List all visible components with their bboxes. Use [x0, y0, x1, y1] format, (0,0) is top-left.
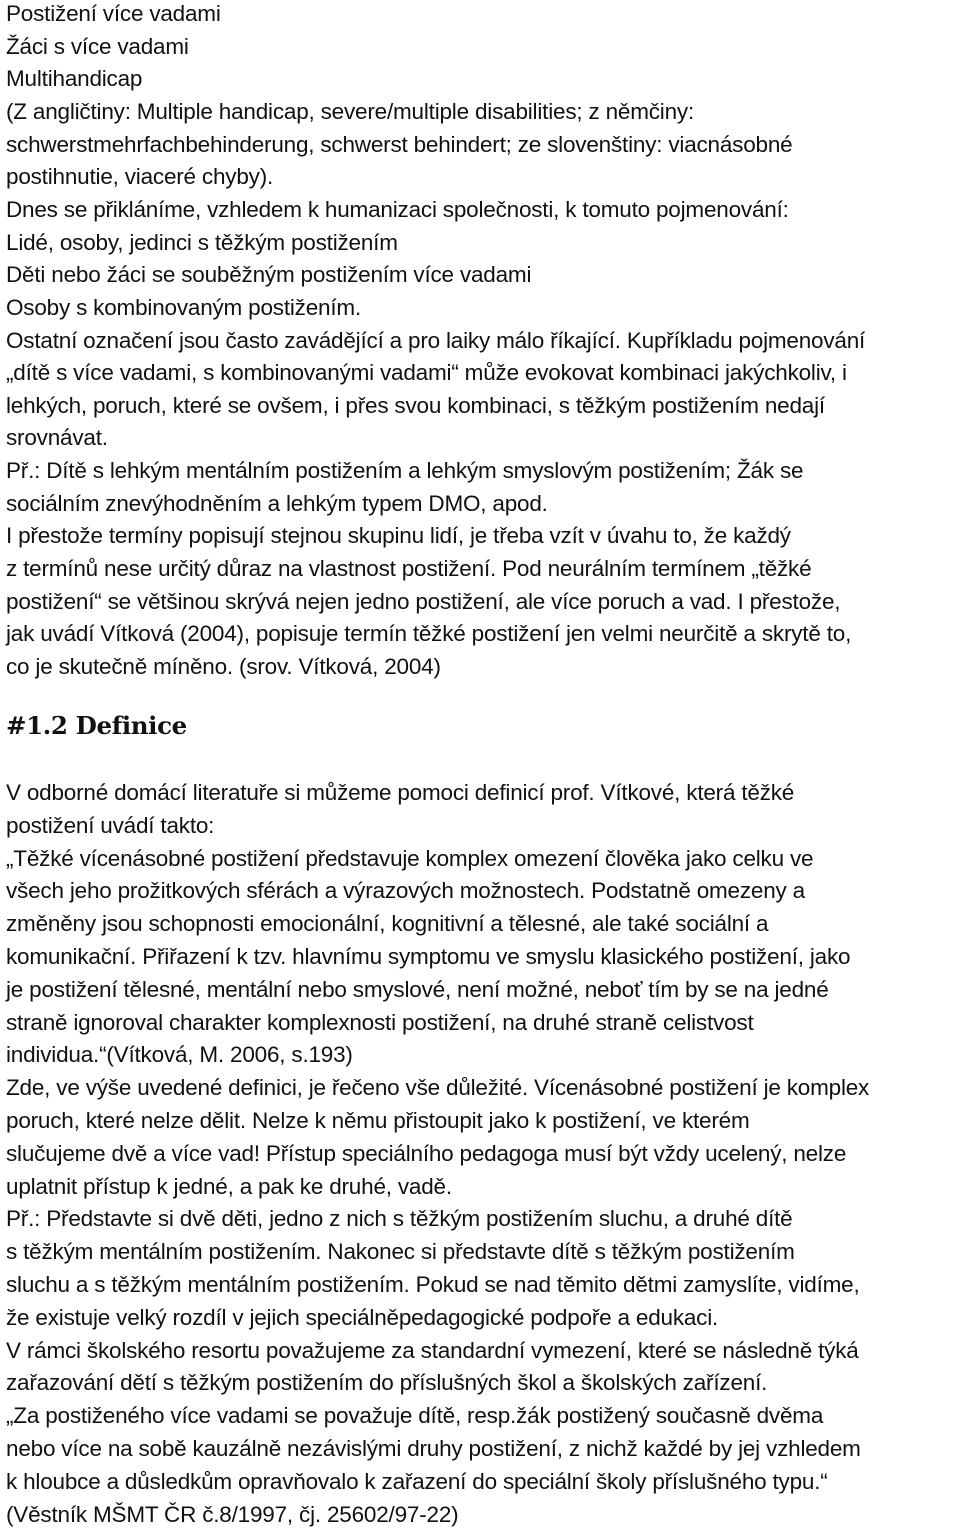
text-line: že existuje velký rozdíl v jejich speciálněpedagogické podpoře a edukaci. [6, 1304, 719, 1330]
text-line: změněny jsou schopnosti emocionální, kognitivní a tělesné, ale také sociální a [6, 911, 769, 937]
text-line: poruch, které nelze dělit. Nelze k němu přistoupit jako k postižení, ve kterém [6, 1108, 750, 1133]
text-line: komunikační. Přiřazení k tzv. hlavnímu symptomu ve smyslu klasického postižení, jako [6, 944, 851, 969]
text-line: schwerstmehrfachbehinderung, schwerst behindert; ze slovenštiny: viacnásobné [6, 131, 793, 157]
text-line: Lidé, osoby, jedinci s těžkým postižením [6, 229, 398, 255]
text-line: Dnes se přikláníme, vzhledem k humanizaci společnosti, k tomuto pojmenování: [6, 196, 789, 222]
text-line: je postižení tělesné, mentální nebo smyslové, není možné, neboť tím by se na jedné [6, 976, 829, 1002]
text-line: všech jeho prožitkových sférách a výrazových možnostech. Podstatně omezeny a [6, 878, 805, 904]
text-line: postihnutie, viaceré chyby). [6, 164, 274, 190]
text-line: lehkých, poruch, které se ovšem, i přes svou kombinaci, s těžkým postižením nedají [6, 392, 825, 418]
text-line: Žáci s více vadami [6, 33, 189, 59]
text-line: z termínů nese určitý důraz na vlastnost postižení. Pod neurálním termínem „těžké [6, 556, 812, 582]
text-line: co je skutečně míněno. (srov. Vítková, 2004) [6, 654, 441, 679]
text-line: Osoby s kombinovaným postižením. [6, 294, 361, 320]
text-line: V rámci školského resortu považujeme za standardní vymezení, které se následně týká [6, 1337, 859, 1363]
text-line: Postižení více vadami [6, 1, 221, 26]
text-line: k hloubce a důsledkům opravňovalo k zařazení do speciální školy příslušného typu.“ [6, 1468, 828, 1494]
text-line: Zde, ve výše uvedené definici, je řečeno vše důležité. Vícenásobné postižení je komplex [6, 1075, 870, 1101]
text-line: postižení“ se většinou skrývá nejen jedno postižení, ale více poruch a vad. I přestože, [6, 588, 841, 614]
text-line: srovnávat. [6, 425, 108, 451]
text-line: V odborné domácí literatuře si můžeme pomoci definicí prof. Vítkové, která těžké [6, 780, 795, 805]
text-line: „dítě s více vadami, s kombinovanými vadami“ může evokovat kombinaci jakýchkoliv, i [6, 360, 847, 386]
text-line: postižení uvádí takto: [6, 812, 215, 838]
text-line: sluchu a s těžkým mentálním postižením. Pokud se nad těmito dětmi zamyslíte, vidíme, [6, 1272, 860, 1297]
text-line: „Za postiženého více vadami se považuje dítě, resp.žák postižený současně dvěma [6, 1403, 824, 1429]
text-line: zařazování dětí s těžkým postižením do příslušných škol a školských zařízení. [6, 1370, 768, 1396]
text-line: I přestože termíny popisují stejnou skupinu lidí, je třeba vzít v úvahu to, že každý [6, 523, 791, 549]
text-line: sociálním znevýhodněním a lehkým typem DMO, apod. [6, 490, 548, 516]
text-line: (Věstník MŠMT ČR č.8/1997, čj. 25602/97-22) [6, 1501, 459, 1527]
text-line: uplatnit přístup k jedné, a pak ke druhé, vadě. [6, 1173, 452, 1199]
text-line: s těžkým mentálním postižením. Nakonec si představte dítě s těžkým postižením [6, 1239, 795, 1265]
text-line: Př.: Představte si dvě děti, jedno z nich s těžkým postižením sluchu, a druhé dítě [6, 1206, 793, 1232]
text-line: „Těžké vícenásobné postižení představuje komplex omezení člověka jako celku ve [6, 845, 814, 871]
text-line: (Z angličtiny: Multiple handicap, severe/multiple disabilities; z němčiny: [6, 98, 695, 124]
text-line: Děti nebo žáci se souběžným postižením více vadami [6, 262, 532, 288]
text-line: straně ignoroval charakter komplexnosti postižení, na druhé straně celistvost [6, 1009, 754, 1035]
text-line: Př.: Dítě s lehkým mentálním postižením a lehkým smyslovým postižením; Žák se [6, 458, 804, 484]
text-line: individua.“(Vítková, M. 2006, s.193) [6, 1042, 353, 1068]
text-line: Multihandicap [6, 66, 143, 92]
section-heading: #1.2 Definice [6, 711, 187, 740]
text-line: slučujeme dvě a více vad! Přístup speciálního pedagoga musí být vždy ucelený, nelze [6, 1140, 847, 1166]
text-line: jak uvádí Vítková (2004), popisuje termín těžké postižení jen velmi neurčitě a skrytě to, [6, 621, 852, 647]
text-line: Ostatní označení jsou často zavádějící a pro laiky málo říkající. Kupříkladu pojmenování [6, 327, 866, 353]
text-line: nebo více na sobě kauzálně nezávislými druhy postižení, z nichž každé by jej vzhledem [6, 1436, 861, 1461]
